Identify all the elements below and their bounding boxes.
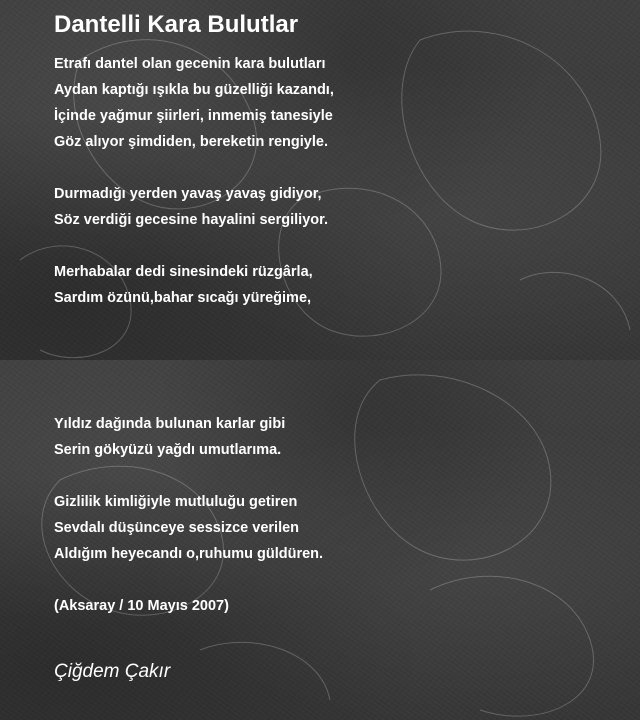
poem-line: Durmadığı yerden yavaş yavaş gidiyor, bbox=[54, 186, 322, 202]
poem-line: Gizlilik kimliğiyle mutluluğu getiren bbox=[54, 494, 298, 510]
poem-line: Söz verdiği gecesine hayalini sergiliyor. bbox=[54, 212, 328, 228]
poem-line: Merhabalar dedi sinesindeki rüzgârla, bbox=[54, 264, 313, 280]
stanza-2 bbox=[54, 181, 328, 233]
poet-name: Çiğdem Çakır bbox=[54, 661, 171, 682]
poem-line: İçinde yağmur şiirleri, inmemiş tanesiyle bbox=[54, 108, 333, 124]
poem-line: Sardım özünü,bahar sıcağı yüreğime, bbox=[54, 290, 312, 306]
stanza-3 bbox=[54, 259, 313, 311]
poem-line: Etrafı dantel olan gecenin kara bulutları bbox=[54, 56, 326, 72]
poem-line: Göz alıyor şimdiden, bereketin rengiyle. bbox=[54, 134, 328, 150]
stanza-5 bbox=[54, 489, 323, 567]
poem-line: Aldığım heyecandı o,ruhumu güldüren. bbox=[54, 546, 324, 562]
poem-line: Serin gökyüzü yağdı umutlarıma. bbox=[54, 442, 282, 458]
stanza-1 bbox=[54, 51, 334, 155]
poem-line: Sevdalı düşünceye sessizce verilen bbox=[54, 520, 300, 536]
poem-date-note: (Aksaray / 10 Mayıs 2007) bbox=[54, 598, 229, 614]
stanza-4 bbox=[54, 411, 285, 463]
poem-title: Dantelli Kara Bulutlar bbox=[54, 11, 299, 38]
poem-line: Yıldız dağında bulunan karlar gibi bbox=[54, 416, 286, 432]
poem-line: Aydan kaptığı ışıkla bu güzelliği kazandı, bbox=[54, 82, 334, 98]
